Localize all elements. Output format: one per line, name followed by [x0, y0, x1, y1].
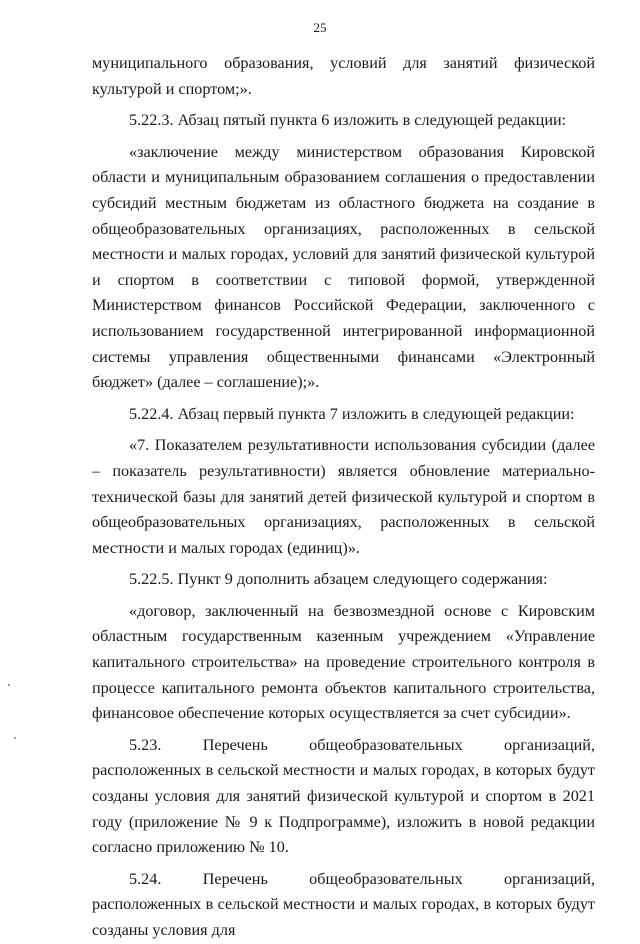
paragraph-continuation: муниципального образования, условий для занятий физической культурой и спортом;». — [92, 54, 595, 98]
paragraph-5-23: 5.23. Перечень общеобразовательных организаций, расположенных в сельской местности и малых городах, в которых будут созданы условия для занятий физической культурой и спортом в 2021 году (приложение № 9 к Подпрограмме), изложить в новой редакции согласно приложению № 10. — [92, 735, 595, 857]
paragraph-5-24: 5.24. Перечень общеобразовательных организаций, расположенных в сельской местности и малых городах, в которых будут созданы условия для — [92, 869, 595, 939]
paragraph-quote-contract: «договор, заключенный на безвозмездной основе с Кировским областным государственным казенным учреждением «Управление капитального строительства» на проведение строительного контроля в процессе капитального ремонта объектов капитального строительства, финансовое обеспечение которых осуществляется за счет субсидии». — [92, 601, 595, 723]
scan-speck — [14, 737, 16, 739]
scan-speck — [8, 684, 10, 686]
paragraph-5-22-5: 5.22.5. Пункт 9 дополнить абзацем следующего содержания: — [129, 570, 548, 589]
paragraph-quote-indicator: «7. Показателем результативности использования субсидии (далее – показатель результативности) является обновление материально-технической базы для занятий детей физической культурой и спортом в общеобразовательных организациях, расположенных в сельской местности и малых городах (единиц)». — [92, 436, 595, 557]
paragraph-quote-agreement: «заключение между министерством образования Кировской области и муниципальным образованием соглашения о предоставлении субсидий местным бюджетам из областного бюджета на создание в общеобразовательных организациях, расположенных в сельской местности и малых городах, условий для занятий физической культурой и спортом в соответствии с типовой формой, утвержденной Министерством финансов Российской Федерации, заключенного с использованием государственной интегрированной информационной системы управления общественными финансами «Электронный бюджет» (далее – соглашение);». — [92, 142, 595, 392]
paragraph-5-22-3: 5.22.3. Абзац пятый пункта 6 изложить в следующей редакции: — [129, 111, 567, 130]
document-body — [92, 51, 595, 944]
paragraph-5-22-4: 5.22.4. Абзац первый пункта 7 изложить в следующей редакции: — [129, 404, 575, 423]
page-number: 25 — [313, 20, 327, 35]
